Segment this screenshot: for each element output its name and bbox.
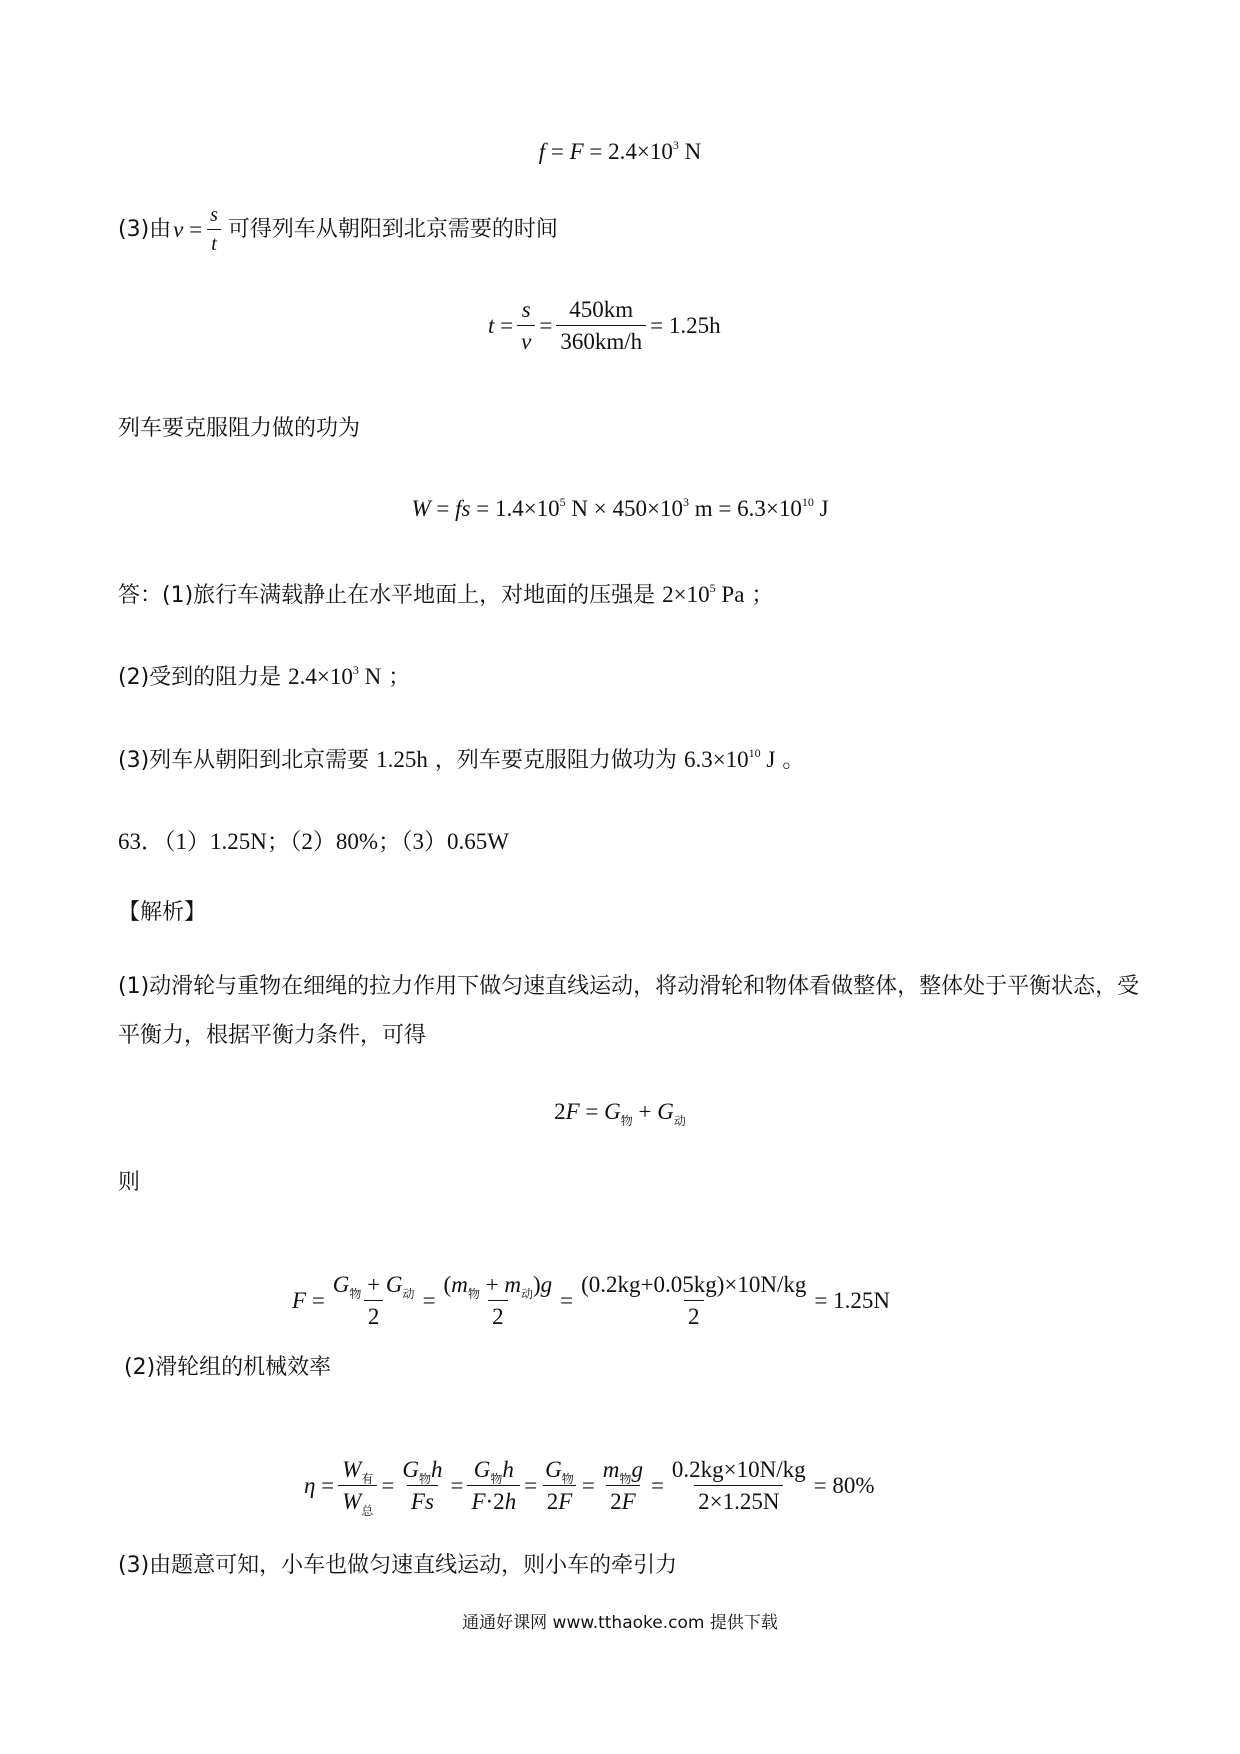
answer2-end: ； xyxy=(388,665,411,690)
paragraph-3: (3)由题意可知，小车也做匀速直线运动，则小车的牵引力 xyxy=(118,1553,678,1578)
answer3-end: 。 xyxy=(782,748,805,773)
step3-line xyxy=(118,205,558,254)
answer3-value1: 1.25h xyxy=(376,747,428,772)
answer3-text1: (3)列车从朝阳到北京需要 xyxy=(118,748,370,773)
velocity-formula: v = $\frac{s}{t}$ xyxy=(173,205,226,254)
work-intro: 列车要克服阻力做的功为 xyxy=(118,416,361,441)
answer-3: (3)列车从朝阳到北京需要 1.25h ，列车要克服阻力做功为 $6.3\times 10^{10}$ J 。 xyxy=(118,746,805,773)
answer1-end: ； xyxy=(751,583,774,608)
paragraph-2: (2)滑轮组的机械效率 xyxy=(124,1355,332,1380)
answer-1: 答：(1)旅行车满载静止在水平地面上，对地面的压强是 $2\times 10^5$ Pa ； xyxy=(118,581,774,608)
answer3-text2: ，列车要克服阻力做功为 xyxy=(434,748,677,773)
force-equation: F = $\frac{G_物 + G_动}{2}$ = $\frac{(m_物 + m_动)g}{2}$ = $\frac{(0.2kg+0.05kg)\times 10N/kg}{2}$ = 1.25N xyxy=(292,1272,890,1329)
friction-equation: $f = F = 2.4\times 10^3$ N xyxy=(538,138,702,164)
analysis-heading: 【解析】 xyxy=(118,900,207,925)
work-equation: W = fs = $1.4\times 10^5$ $N \times 450\times 10^3$ $m = 6.3\times 10^{10}$ J xyxy=(411,495,829,521)
efficiency-equation: η = $\frac{W_有}{W_总}$ = $\frac{G_物h}{Fs}$ = $\frac{G_物h}{F\cdot 2h}$ = $\frac{G_物}{2F}$ = $\frac{m_物g}{2F}$ = $\frac{0.2kg\times 10N/kg}{2\times 1.25N}$ = 80% xyxy=(304,1457,875,1518)
time-equation: t = $\frac{s}{v}$ = $\frac{450km}{360km/h}$ = 1.25h xyxy=(488,297,721,354)
step3-prefix: (3)由 xyxy=(118,216,172,242)
paragraph-1-line-1: (1)动滑轮与重物在细绳的拉力作用下做匀速直线运动，将动滑轮和物体看做整体，整体处于平衡状态，受 xyxy=(118,974,1140,999)
answer2-text: (2)受到的阻力是 xyxy=(118,665,282,690)
step3-suffix: 可得列车从朝阳到北京需要的时间 xyxy=(227,216,558,242)
footer-download-note: 通通好课网 www.tthaoke.com 提供下载 xyxy=(462,1613,778,1633)
answer-2: (2)受到的阻力是 $2.4\times 10^3$ N ； xyxy=(118,663,411,690)
question-63-answer: 63．（1）1.25N；（2）80%；（3）0.65W xyxy=(118,829,509,854)
paragraph-1-line-2: 平衡力，根据平衡力条件，可得 xyxy=(118,1023,427,1048)
answer1-text: 答：(1)旅行车满载静止在水平地面上，对地面的压强是 xyxy=(118,583,656,608)
then-word: 则 xyxy=(118,1170,141,1195)
balance-equation: $2F = G_物 + G_动$ xyxy=(554,1099,686,1128)
